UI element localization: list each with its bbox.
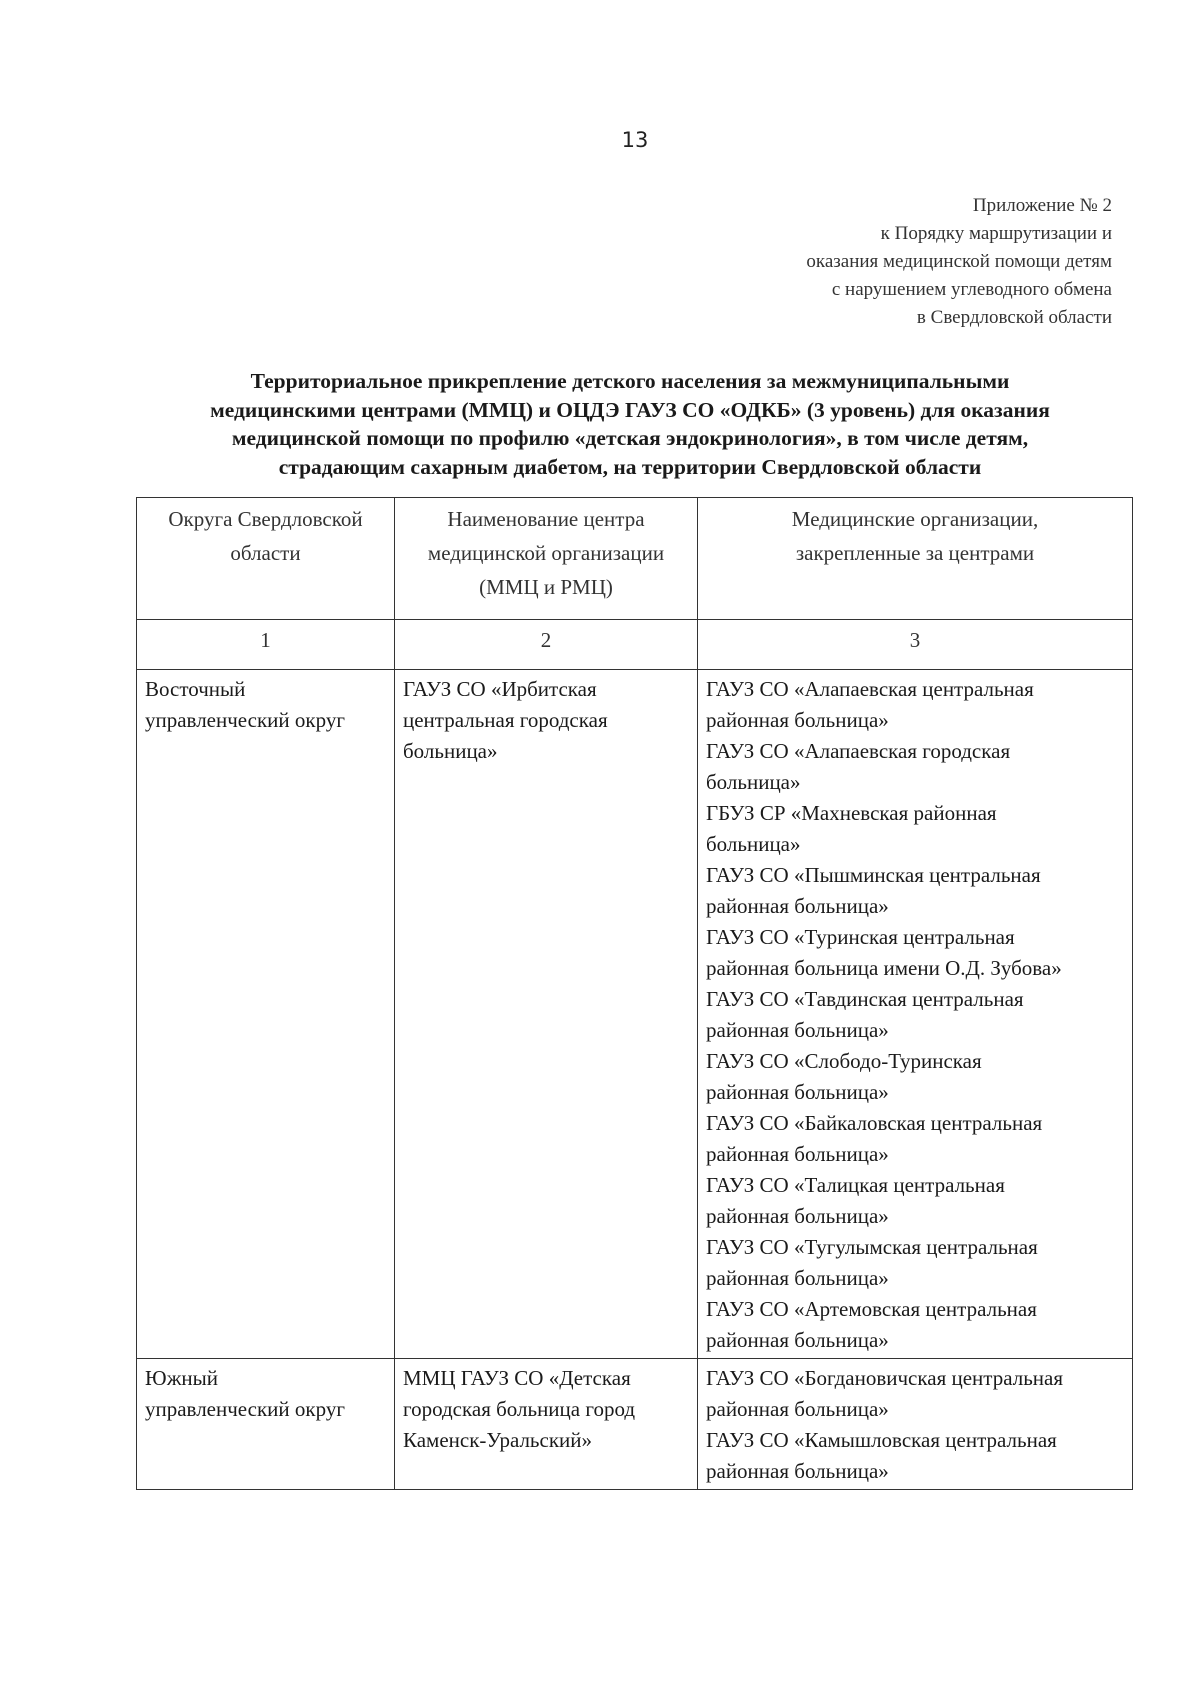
table-header-row: [137, 498, 1133, 620]
cell-line: Южный: [145, 1366, 218, 1390]
column-number: 1: [137, 620, 395, 670]
cell-line: ГАУЗ СО «Талицкая центральная: [706, 1173, 1005, 1197]
cell-line: ГАУЗ СО «Туринская центральная: [706, 925, 1015, 949]
cell-line: управленческий округ: [145, 708, 345, 732]
center-cell: [395, 670, 698, 1359]
cell-line: ГАУЗ СО «Камышловская центральная: [706, 1428, 1057, 1452]
column-number: 2: [395, 620, 698, 670]
cell-line: районная больница имени О.Д. Зубова»: [706, 956, 1062, 980]
title-line: Территориальное прикрепление детского населения за межмуниципальными: [250, 369, 1010, 393]
table-row: [137, 1359, 1133, 1490]
header-line: Медицинские организации,: [791, 507, 1039, 531]
page-number: 13: [621, 128, 649, 152]
cell-line: ГАУЗ СО «Алапаевская городская: [706, 739, 1011, 763]
cell-line: городская больница город: [403, 1397, 636, 1421]
district-cell: [137, 670, 395, 1359]
column-number: 3: [698, 620, 1133, 670]
title-line: медицинской помощи по профилю «детская эндокринология», в том числе детям,: [231, 426, 1029, 450]
cell-line: ГАУЗ СО «Пышминская центральная: [706, 863, 1041, 887]
cell-line: ГАУЗ СО «Байкаловская центральная: [706, 1111, 1043, 1135]
header-line: медицинской организации: [427, 541, 665, 565]
cell-line: ГАУЗ СО «Богдановичская центральная: [706, 1366, 1063, 1390]
cell-line: районная больница»: [706, 1142, 889, 1166]
district-cell: [137, 1359, 395, 1490]
header-line: (ММЦ и РМЦ): [479, 575, 613, 599]
attachment-table: [136, 497, 1133, 1490]
cell-line: районная больница»: [706, 708, 889, 732]
column-number-row: [137, 620, 1133, 670]
cell-line: ГАУЗ СО «Тавдинская центральная: [706, 987, 1024, 1011]
header-district: [137, 498, 395, 620]
cell-line: управленческий округ: [145, 1397, 345, 1421]
header-line: Наименование центра: [447, 507, 645, 531]
cell-line: больница»: [706, 832, 801, 856]
cell-line: Каменск-Уральский»: [403, 1428, 592, 1452]
title-line: страдающим сахарным диабетом, на территории Свердловской области: [278, 454, 982, 479]
cell-line: ММЦ ГАУЗ СО «Детская: [403, 1366, 631, 1390]
cell-line: ГАУЗ СО «Алапаевская центральная: [706, 677, 1034, 701]
cell-line: районная больница»: [706, 1328, 889, 1352]
center-cell: [395, 1359, 698, 1490]
appendix-note: [806, 192, 1112, 332]
cell-line: районная больница»: [706, 1266, 889, 1290]
header-line: Округа Свердловской: [168, 507, 363, 531]
cell-line: центральная городская: [403, 708, 608, 732]
cell-line: ГБУЗ СР «Махневская районная: [706, 801, 997, 825]
cell-line: районная больница»: [706, 1204, 889, 1228]
appendix-line: оказания медицинской помощи детям: [806, 251, 1112, 272]
cell-line: районная больница»: [706, 1459, 889, 1483]
header-center: [395, 498, 698, 620]
appendix-line: к Порядку маршрутизации и: [880, 223, 1112, 244]
cell-line: ГАУЗ СО «Артемовская центральная: [706, 1297, 1037, 1321]
cell-line: ГАУЗ СО «Тугулымская центральная: [706, 1235, 1038, 1259]
cell-line: районная больница»: [706, 894, 889, 918]
appendix-line: с нарушением углеводного обмена: [831, 279, 1112, 300]
cell-line: больница»: [403, 739, 498, 763]
cell-line: районная больница»: [706, 1397, 889, 1421]
document-title: [130, 367, 1130, 481]
cell-line: ГАУЗ СО «Слободо-Туринская: [706, 1049, 982, 1073]
title-line: медицинскими центрами (ММЦ) и ОЦДЭ ГАУЗ СО «ОДКБ» (3 уровень) для оказания: [210, 397, 1050, 422]
cell-line: районная больница»: [706, 1080, 889, 1104]
appendix-line: в Свердловской области: [916, 307, 1112, 328]
cell-line: районная больница»: [706, 1018, 889, 1042]
appendix-line: Приложение № 2: [972, 195, 1112, 216]
cell-line: ГАУЗ СО «Ирбитская: [403, 677, 597, 701]
header-organizations: [698, 498, 1133, 620]
organizations-cell: [698, 670, 1133, 1359]
organizations-cell: [698, 1359, 1133, 1490]
header-line: закрепленные за центрами: [795, 541, 1035, 565]
cell-line: Восточный: [145, 677, 246, 701]
table-row: [137, 670, 1133, 1359]
header-line: области: [230, 541, 301, 565]
cell-line: больница»: [706, 770, 801, 794]
